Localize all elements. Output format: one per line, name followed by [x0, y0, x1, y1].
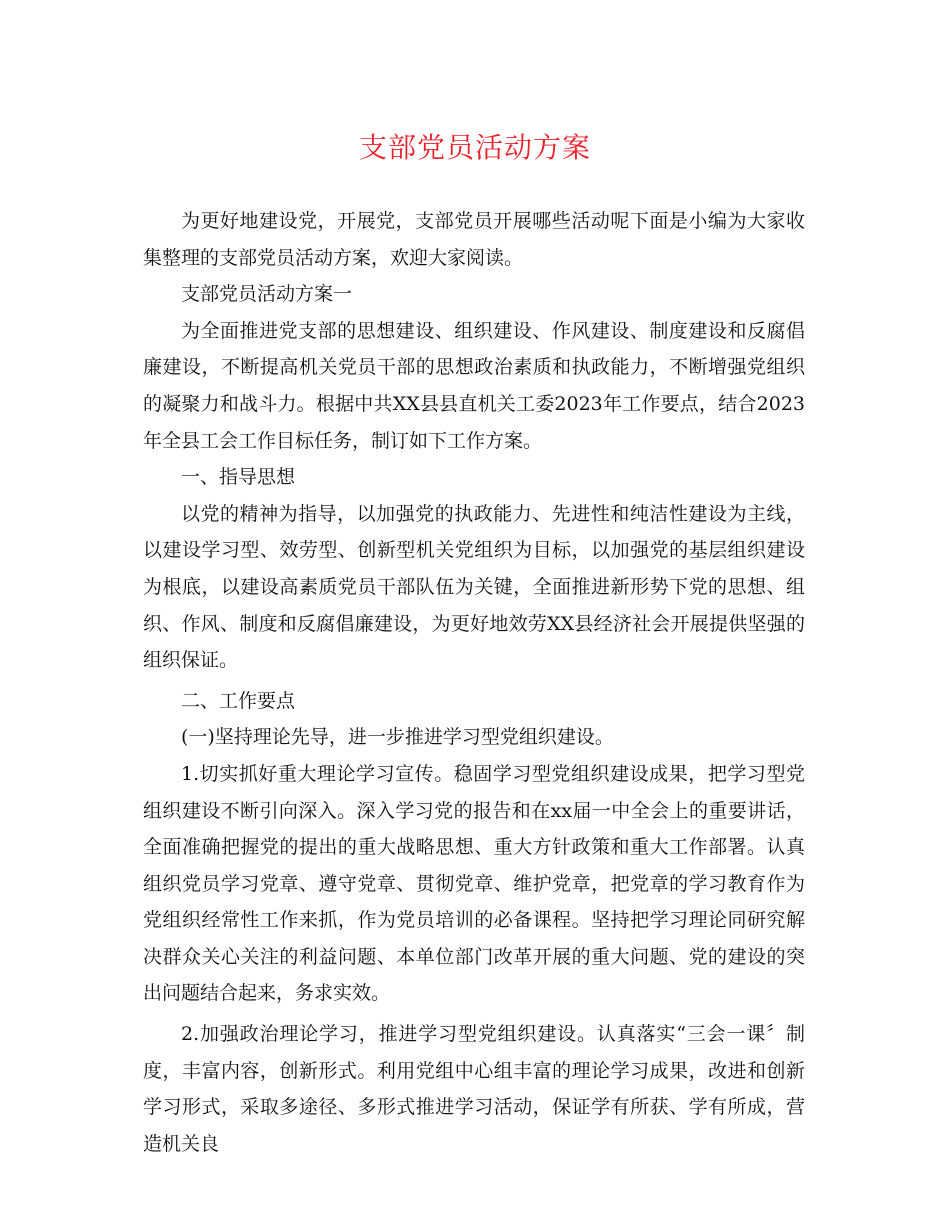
guiding-thought-paragraph: 以党的精神为指导，以加强党的执政能力、先进性和纯洁性建设为主线，以建设学习型、效劳型、创新型机关党组织为目标，以加强党的基层组织建设为根底，以建设高素质党员干部队伍为关键，全面推进新形势下党的思想、组织、作风、制度和反腐倡廉建设，为更好地效劳XX县经济社会开展提供坚强的组织保证。 [143, 502, 805, 672]
plan-purpose-paragraph: 为全面推进党支部的思想建设、组织建设、作风建设、制度建设和反腐倡廉建设，不断提高机关党员干部的思想政治素质和执政能力，不断增强党组织的凝聚力和战斗力。根据中共XX县县直机关工委2023年工作要点，结合2023年全县工会工作目标任务，制订如下工作方案。 [143, 319, 805, 452]
work-item-2-paragraph: 2.加强政治理论学习，推进学习型党组织建设。认真落实“三会一课〞制度，丰富内容，创新形式。利用党组中心组丰富的理论学习成果，改进和创新学习形式，采取多途径、多形式推进学习活动，保证学有所获、学有所成，营造机关良 [143, 1023, 805, 1155]
subheading-theory-first: (一)坚持理论先导，进一步推进学习型党组织建设。 [181, 726, 614, 749]
section-heading-work-points: 二、工作要点 [181, 689, 296, 712]
document-title: 支部党员活动方案 [358, 131, 591, 164]
section-heading-guiding-thought: 一、指导思想 [181, 466, 296, 489]
work-item-1-paragraph: 1.切实抓好重大理论学习宣传。稳固学习型党组织建设成果，把学习型党组织建设不断引向深入。深入学习党的报告和在xx届一中全会上的重要讲话，全面准确把握党的提出的重大战略思想、重大方针政策和重大工作部署。认真组织党员学习党章、遵守党章、贯彻党章、维护党章，把党章的学习教育作为党组织经常性工作来抓，作为党员培训的必备课程。坚持把学习理论同研究解决群众关心关注的利益问题、本单位部门改革开展的重大问题、党的建设的突出问题结合起来，务求实效。 [143, 762, 805, 1005]
document-body [143, 203, 805, 1162]
intro-paragraph: 为更好地建设党，开展党，支部党员开展哪些活动呢下面是小编为大家收集整理的支部党员活动方案，欢迎大家阅读。 [143, 210, 805, 269]
section-heading-plan-one: 支部党员活动方案一 [181, 283, 353, 306]
